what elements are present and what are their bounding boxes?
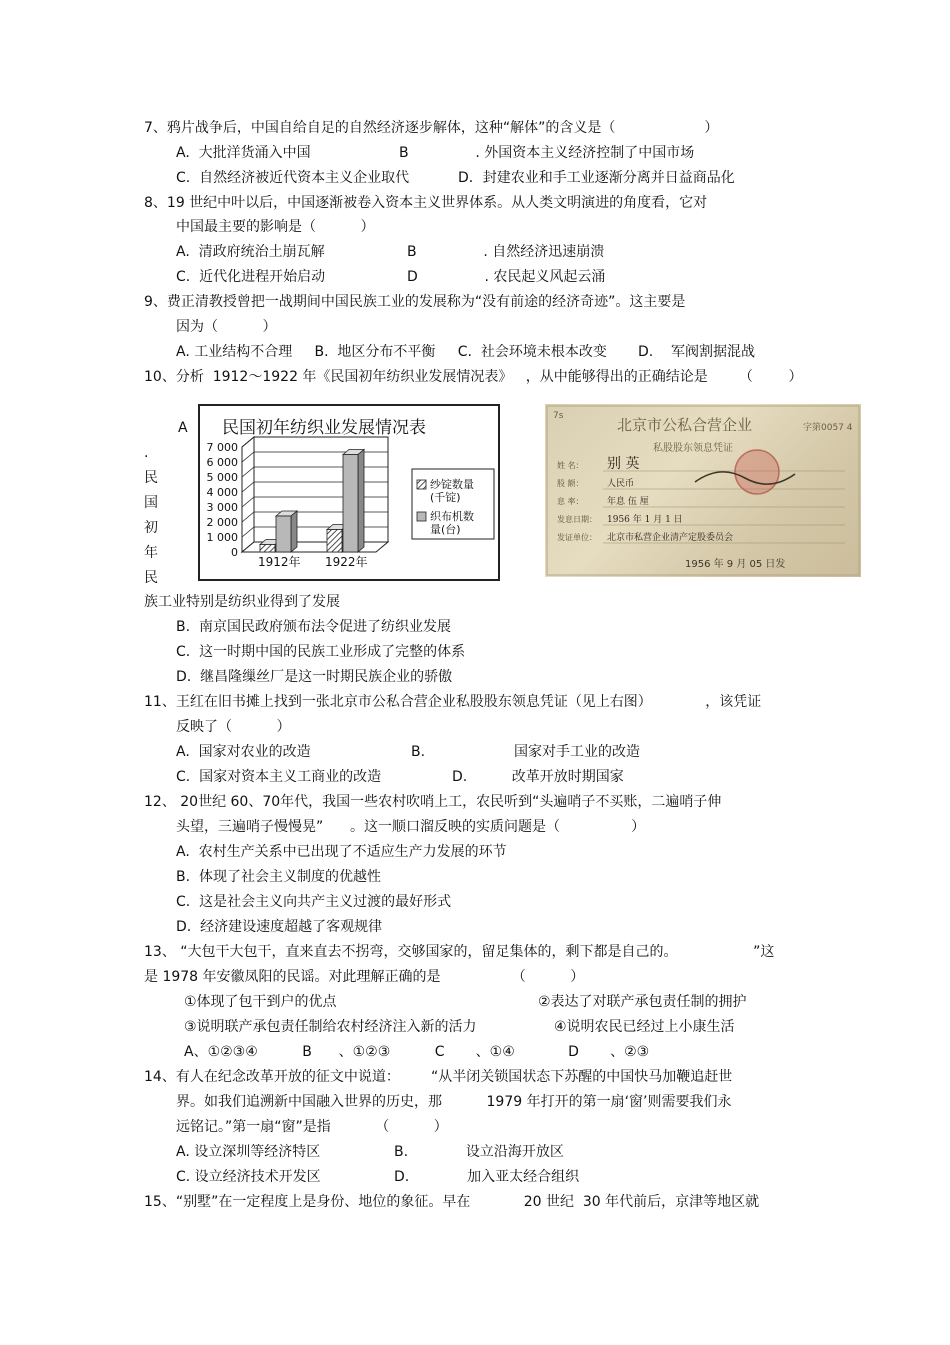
chart-legend-swatch xyxy=(417,480,426,489)
q12-stem-line1: 12、 20世纪 60、70年代，我国一些农村吹哨上工，农民听到“头遍哨子不买账，二遍哨子伸 xyxy=(144,794,722,810)
q14-option-d: D. 加入亚太经合组织 xyxy=(394,1169,580,1185)
q7-option-b: B . 外国资本主义经济控制了中国市场 xyxy=(399,145,695,161)
q9-stem-line1: 9、费正清教授曾把一战期间中国民族工业的发展称为“没有前途的经济奇迹”。这主要是 xyxy=(144,294,686,310)
q14-option-a: A. 设立深圳等经济特区 xyxy=(176,1144,321,1160)
chart-bar xyxy=(276,516,291,552)
q14-option-b: B. 设立沿海开放区 xyxy=(394,1144,564,1160)
q13-stem-line1: 13、 “大包干大包干，直来直去不拐弯，交够国家的，留足集体的，剩下都是自己的。 ”这 xyxy=(144,944,775,960)
q14-stem-line1: 14、有人在纪念改革开放的征文中说道： “从半闭关锁国状态下苏醒的中国快马加鞭追赶世 xyxy=(144,1069,733,1085)
certificate-field-value: 人民币 xyxy=(607,479,635,489)
certificate-date: 1956 年 9 月 05 日发 xyxy=(685,559,786,570)
dividend-certificate-image xyxy=(545,404,861,577)
textile-chart xyxy=(198,404,500,581)
certificate-field-label: 息 率： xyxy=(557,497,584,506)
q11-option-b: B. 国家对手工业的改造 xyxy=(411,744,641,760)
q10-option-a-char: . xyxy=(144,445,149,461)
certificate-field-label: 发证单位： xyxy=(557,533,597,542)
chart-gridline xyxy=(242,467,254,477)
q15-stem-line1: 15、“别墅”在一定程度上是身份、地位的象征。早在 20 世纪 30 年代前后，京津等地区就 xyxy=(144,1194,760,1210)
certificate-field-label: 股 额： xyxy=(557,479,584,488)
q10-stem: 10、分析 1912～1922 年《民国初年纺织业发展情况表》 ，从中能够得出的正确结论是 （ ） xyxy=(144,369,803,385)
q12-stem-line2: 头望，三遍哨子慢慢晃” 。这一顺口溜反映的实质问题是（ ） xyxy=(176,819,646,835)
chart-category-label: 1912年 xyxy=(258,555,301,569)
q11-option-a: A. 国家对农业的改造 xyxy=(176,744,311,760)
certificate-serial: 字第0057 4 xyxy=(803,423,853,433)
chart-ytick-label: 1 000 xyxy=(206,531,238,544)
q11-stem-line2: 反映了（ ） xyxy=(176,719,291,735)
q12-option-c: C. 这是社会主义向共产主义过渡的最好形式 xyxy=(176,894,452,910)
certificate-field-value: 年息 伍 厘 xyxy=(607,497,649,507)
chart-ytick-label: 3 000 xyxy=(206,501,238,514)
svg-text:7s: 7s xyxy=(553,411,564,421)
q10-option-a-tail: 族工业特别是纺织业得到了发展 xyxy=(144,594,340,610)
chart-legend-label: (千锭) xyxy=(430,491,461,504)
q10-option-a-char: 国 xyxy=(144,495,158,511)
chart-canvas xyxy=(200,406,498,579)
chart-ytick-label: 4 000 xyxy=(206,486,238,499)
q12-option-a: A. 农村生产关系中已出现了不适应生产力发展的环节 xyxy=(176,844,507,860)
q13-item-1: ①体现了包干到户的优点 xyxy=(184,994,337,1010)
q12-option-b: B. 体现了社会主义制度的优越性 xyxy=(176,869,381,885)
chart-ytick-label: 0 xyxy=(231,546,238,559)
certificate-field-value: 北京市私营企业清产定股委员会 xyxy=(607,533,734,543)
chart-ytick-label: 7 000 xyxy=(206,441,238,454)
chart-legend-label: 纱锭数量 xyxy=(430,478,474,491)
certificate-field-value: 别 英 xyxy=(607,456,640,472)
chart-gridline xyxy=(242,497,254,507)
q10-option-c: C. 这一时期中国的民族工业形成了完整的体系 xyxy=(176,644,466,660)
q11-stem-line1: 11、王红在旧书摊上找到一张北京市公私合营企业私股股东领息凭证（见上右图） ，该凭证 xyxy=(144,694,762,710)
certificate-field-label: 姓 名： xyxy=(557,461,584,470)
certificate-header: 北京市公私合营企业 xyxy=(617,416,753,434)
q13-options: A、①②③④ B 、①②③ C 、①④ D 、②③ xyxy=(184,1044,650,1060)
q7-option-c: C. 自然经济被近代资本主义企业取代 xyxy=(176,170,410,186)
q11-option-c: C. 国家对资本主义工商业的改造 xyxy=(176,769,382,785)
chart-ytick-label: 6 000 xyxy=(206,456,238,469)
q8-option-d: D . 农民起义风起云涌 xyxy=(407,269,606,285)
chart-category-label: 1922年 xyxy=(325,555,368,569)
chart-bar xyxy=(327,530,342,553)
chart-bar-side xyxy=(291,511,297,552)
chart-gridline xyxy=(242,527,254,537)
certificate-subheader: 私股股东领息凭证 xyxy=(653,443,733,454)
chart-gridline xyxy=(242,512,254,522)
q10-option-b: B. 南京国民政府颁布法令促进了纺织业发展 xyxy=(176,619,451,635)
chart-ytick-label: 5 000 xyxy=(206,471,238,484)
q10-option-a-vertical xyxy=(144,416,188,591)
chart-gridline xyxy=(242,482,254,492)
chart-ytick-label: 2 000 xyxy=(206,516,238,529)
chart-legend-label: 织布机数 xyxy=(430,510,474,523)
q13-item-4: ④说明农民已经过上小康生活 xyxy=(554,1019,735,1035)
q12-option-d: D. 经济建设速度超越了客观规律 xyxy=(176,919,383,935)
q9-stem-line2: 因为（ ） xyxy=(176,319,277,335)
q14-option-c: C. 设立经济技术开发区 xyxy=(176,1169,321,1185)
q10-option-a-char: 民 xyxy=(144,470,158,486)
chart-side-wall xyxy=(242,437,254,552)
q10-option-a-char: A xyxy=(178,420,188,436)
q13-item-3: ③说明联产承包责任制给农村经济注入新的活力 xyxy=(184,1019,477,1035)
q13-item-2: ②表达了对联产承包责任制的拥护 xyxy=(538,994,747,1010)
q8-option-b: B . 自然经济迅速崩溃 xyxy=(407,244,605,260)
chart-back-wall xyxy=(254,437,388,542)
q14-stem-line2: 界。如我们追溯新中国融入世界的历史，那 1979 年打开的第一扇‘窗’则需要我们永 xyxy=(176,1094,732,1110)
chart-gridline xyxy=(242,437,254,447)
q7-option-a: A. 大批洋货涌入中国 xyxy=(176,145,311,161)
q13-stem-line2: 是 1978 年安徽凤阳的民谣。对此理解正确的是 （ ） xyxy=(144,969,585,985)
chart-bar xyxy=(260,545,275,553)
q8-option-c: C. 近代化进程开始启动 xyxy=(176,269,326,285)
q10-option-a-char: 初 xyxy=(144,520,158,536)
chart-title: 民国初年纺织业发展情况表 xyxy=(222,418,426,438)
q11-option-d: D. 改革开放时期国家 xyxy=(452,769,624,785)
q10-option-d: D. 继昌隆缫丝厂是这一时期民族企业的骄傲 xyxy=(176,669,453,685)
q8-stem-line1: 8、19 世纪中叶以后，中国逐渐被卷入资本主义世界体系。从人类文明演进的角度看，它对 xyxy=(144,195,708,211)
q10-option-a-char: 年 xyxy=(144,545,158,561)
q7-option-d: D．封建农业和手工业逐渐分离并日益商品化 xyxy=(458,170,735,186)
certificate-field-value: 1956 年 1 月 1 日 xyxy=(607,515,683,525)
chart-legend-swatch xyxy=(417,512,426,521)
chart-legend-label: 量(台) xyxy=(430,523,461,536)
q10-option-a-char: 民 xyxy=(144,570,158,586)
q8-option-a: A. 清政府统治土崩瓦解 xyxy=(176,244,325,260)
q14-stem-line3: 远铭记。”第一扇“窗”是指 （ ） xyxy=(176,1119,448,1135)
q8-stem-line2: 中国最主要的影响是（ ） xyxy=(176,219,375,235)
certificate-drawing xyxy=(545,404,861,577)
certificate-field-label: 发息日期： xyxy=(557,515,597,524)
q7-stem: 7、鸦片战争后，中国自给自足的自然经济逐步解体，这种“解体”的含义是（ ） xyxy=(144,120,719,136)
q9-options: A. 工业结构不合理 B. 地区分布不平衡 C. 社会环境未根本改变 D. 军阀割据混战 xyxy=(176,344,755,360)
chart-bar xyxy=(343,455,358,553)
chart-gridline xyxy=(242,452,254,462)
chart-bar-side xyxy=(358,450,364,553)
